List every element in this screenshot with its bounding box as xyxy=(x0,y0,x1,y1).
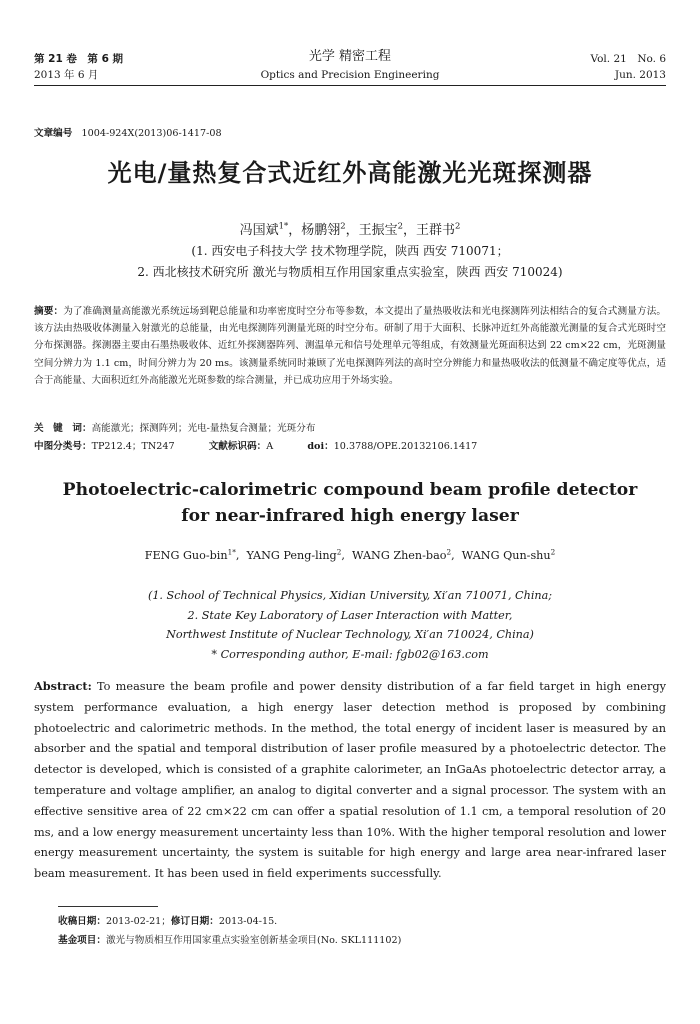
affiliation-cn-line: (1. 西安电子科技大学 技术物理学院，陕西 西安 710071； xyxy=(191,244,509,258)
header-journal-en: Optics and Precision Engineering xyxy=(260,69,440,81)
fund-value: 激光与物质相互作用国家重点实验室创新基金项目(No. SKL111102) xyxy=(105,935,402,946)
affiliations-cn xyxy=(0,241,700,283)
revised-value: 2013-04-15. xyxy=(218,916,278,927)
author-en-4-sup: 2 xyxy=(550,547,556,557)
doc-code-value: A xyxy=(266,441,274,452)
author-cn-3: 王振宝 xyxy=(358,223,398,238)
abstract-en xyxy=(34,676,666,885)
author-cn-2: 杨鹏翎 xyxy=(301,223,341,238)
title-en-line: Photoelectric-calorimetric compound beam profile detector xyxy=(62,480,638,500)
clc-value: TP212.4；TN247 xyxy=(91,441,175,452)
abstract-en-label: Abstract: xyxy=(34,679,92,693)
article-id xyxy=(34,125,222,139)
doi-label: doi： xyxy=(307,441,334,452)
title-cn: 光电/量热复合式近红外高能激光光斑探测器 xyxy=(107,159,593,187)
author-cn-2-sup: 2 xyxy=(340,220,346,231)
title-en-line: for near-infrared high energy laser xyxy=(181,506,519,526)
affiliation-en-line: (1. School of Technical Physics, Xidian University, Xi′an 710071, China; xyxy=(147,589,553,602)
affiliation-en-line: 2. State Key Laboratory of Laser Interaction with Matter, xyxy=(187,608,513,622)
article-id-value: 1004-924X(2013)06-1417-08 xyxy=(81,128,222,139)
author-en-4: WANG Qun-shu xyxy=(461,549,551,562)
author-en-1: FENG Guo-bin xyxy=(144,549,228,562)
header-rule xyxy=(34,85,666,86)
keywords-cn-label: 关 键 词： xyxy=(34,423,92,434)
received-value: 2013-02-21； xyxy=(105,916,171,927)
abstract-en-text: To measure the beam profile and power density distribution of a far field target in high energy system performance evaluation, a high energy laser detection method is proposed by combining photoelectric and calorimetric methods. In the method, the total energy of incident laser is measured by an absorber and the spatial and temporal distribution of laser profile measured by a photoelectric detector. The detector is developed, which is consisted of a graphite calorimeter, an InGaAs photoelectric detector array, a temperature and voltage amplifier, an analog to digital converter and a signal processor. The system with an effective sensitive area of 22 cm×22 cm can offer a spatial resolution of 1.1 cm, a temporal resolution of 20 ms, and a low energy measurement uncertainty less than 10%. With the higher temporal resolution and lower energy measurement uncertainty, the system is suitable for high energy and large area near-infrared laser beam measurement. It has been used in field experiments successfully. xyxy=(34,680,667,881)
header-journal-cn: 光学 精密工程 xyxy=(308,49,392,64)
abstract-cn-label: 摘要： xyxy=(34,306,64,317)
author-cn-1-sup: 1* xyxy=(278,220,289,231)
affiliations-en xyxy=(0,586,700,664)
author-cn-3-sup: 2 xyxy=(397,220,403,231)
author-en-2-sup: 2 xyxy=(336,547,342,557)
affiliation-cn-line: 2. 西北核技术研究所 激光与物质相互作用国家重点实验室，陕西 西安 710024) xyxy=(137,265,563,279)
header-volume-issue-cn: 第 21 卷 第 6 期 xyxy=(34,53,124,65)
abstract-cn-text: 为了准确测量高能激光系统远场到靶总能量和功率密度时空分布等参数，本文提出了量热吸收法和光电探测阵列法相结合的复合式测量方法。该方法由热吸收体测量入射激光的总能量，由光电探测阵列测量光斑的时空分布。研制了用于大面积、长脉冲近红外高能激光测量的复合式光斑时空分布探测器。探测器主要由石墨热吸收体、近红外探测器阵列、测温单元和信号处理单元等组成，有效测量光斑面积达到 22 cm×22 cm，光斑测量空间分辨力为 1.1 cm，时间分辨力为 20 ms。该测量系统同时兼顾了光电探测阵列法的高时空分辨能力和量热吸收法的低测量不确定度等优点，适合于高能量、大面积近红外高能激光光斑参数的综合测量，并已成功应用于外场实验。 xyxy=(34,306,667,386)
doc-code-label: 文献标识码： xyxy=(208,441,267,452)
author-cn-4: 王群书 xyxy=(416,223,456,238)
clc-label: 中图分类号： xyxy=(34,441,92,452)
doi-value: 10.3788/OPE.20132106.1417 xyxy=(333,441,478,452)
header-date-cn: 2013 年 6 月 xyxy=(34,69,99,81)
affiliation-en-line: Northwest Institute of Nuclear Technology, Xi′an 710024, China) xyxy=(166,628,534,641)
article-id-label: 文章编号 xyxy=(34,128,73,139)
revised-label: 修订日期： xyxy=(170,916,219,927)
fund-label: 基金项目： xyxy=(58,935,106,946)
author-en-3: WANG Zhen-bao xyxy=(352,549,447,562)
corresponding-author: * Corresponding author, E-mail: fgb02@163.com xyxy=(211,647,489,661)
author-en-3-sup: 2 xyxy=(446,547,452,557)
authors-cn: 冯国斌$^{1*}$，杨鹏翎$^2$，王振宝$^2$，王群书$^2$ xyxy=(239,220,461,238)
title-en xyxy=(0,477,700,529)
keywords-cn-text: 高能激光；探测阵列；光电-量热复合测量；光斑分布 xyxy=(91,423,316,434)
header-volume-issue-en: Vol. 21 No. 6 xyxy=(590,53,666,65)
keywords-cn xyxy=(34,420,666,434)
header-date-en: Jun. 2013 xyxy=(614,69,666,81)
received-dates xyxy=(58,912,277,931)
fund xyxy=(58,931,401,950)
author-en-2: YANG Peng-ling xyxy=(246,549,337,562)
authors-en: FENG Guo-bin$^{1*}$, YANG Peng-ling$^2$, WANG Zhen-bao$^2$, WANG Qun-shu$^2$ xyxy=(144,547,556,562)
received-label: 收稿日期： xyxy=(58,916,106,927)
footnote-rule xyxy=(58,906,158,907)
classification-cn xyxy=(34,438,666,452)
author-cn-1: 冯国斌 xyxy=(239,223,279,238)
abstract-cn xyxy=(34,303,666,389)
author-en-1-sup: 1* xyxy=(227,547,236,557)
author-cn-4-sup: 2 xyxy=(455,220,461,231)
